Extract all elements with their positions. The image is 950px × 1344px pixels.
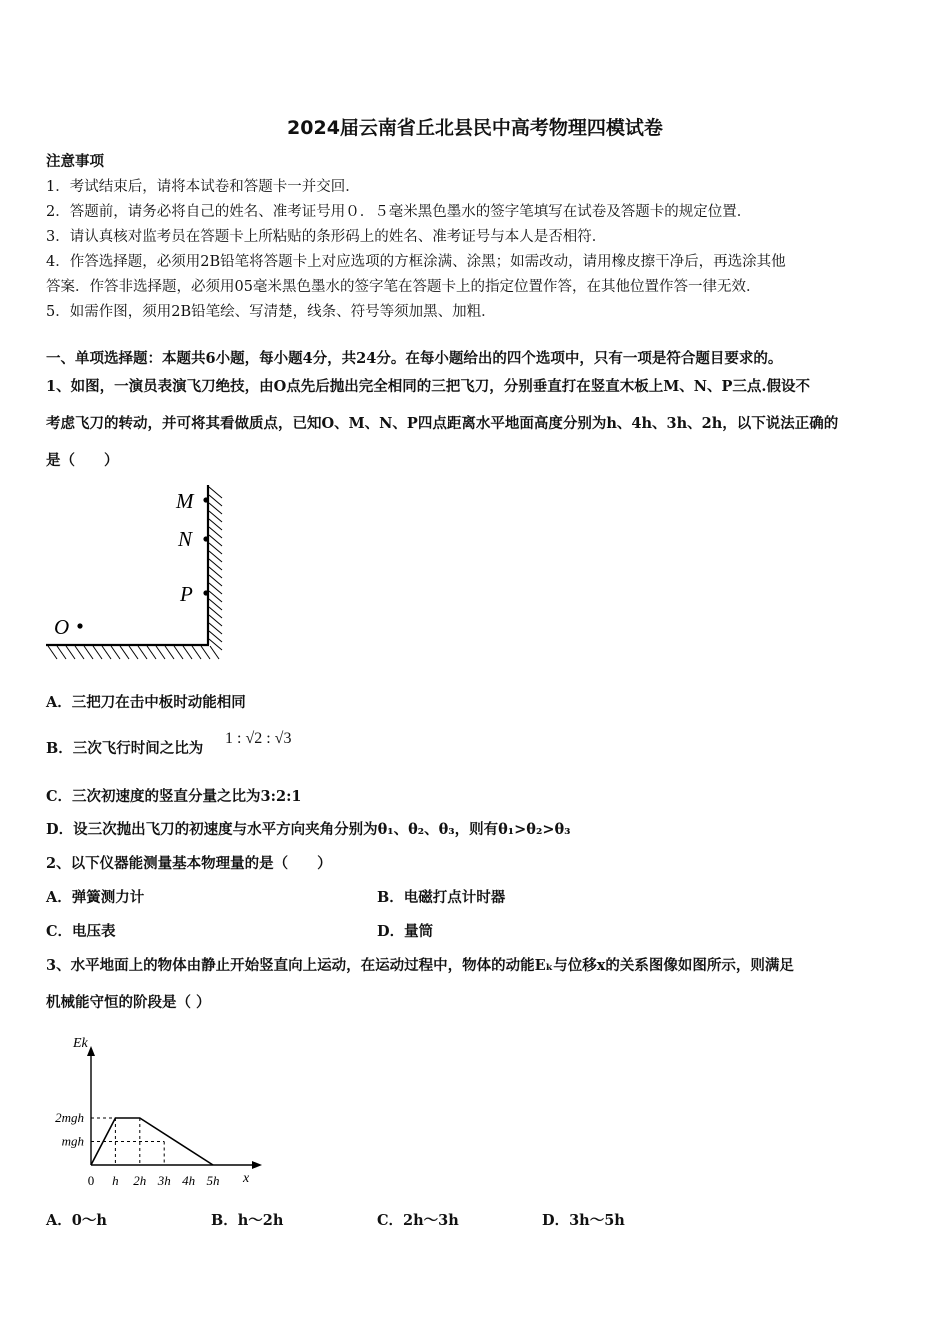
q3-stem-line2: 机械能守恒的阶段是（ ）: [46, 994, 211, 1011]
q3-option-b: B．h～2h: [211, 1212, 284, 1229]
q1-option-a: A．三把刀在击中板时动能相同: [46, 694, 246, 711]
q1-option-b-ratio: 1 : √2 : √3: [225, 730, 292, 747]
notice-item-3: 3．请认真核对监考员在答题卡上所粘贴的条形码上的姓名、准考证号与本人是否相符．: [46, 229, 607, 245]
notice-item-2: 2．答题前，请务必将自己的姓名、准考证号用０．５毫米黑色墨水的签字笔填写在试卷及答题卡的规定位置．: [46, 204, 752, 220]
x-tick-label: 4h: [182, 1173, 196, 1188]
label-n: N: [178, 527, 193, 551]
notice-heading: 注意事项: [46, 153, 104, 170]
q1-stem-line2: 考虑飞刀的转动，并可将其看做质点，已知O、M、N、P四点距离水平地面高度分别为h、4h、3h、2h，以下说法正确的: [46, 415, 839, 432]
page-title: 2024届云南省丘北县民中高考物理四模试卷: [287, 117, 663, 139]
section-heading: 一、单项选择题：本题共6小题，每小题4分，共24分。在每小题给出的四个选项中，只有一项是符合题目要求的。: [46, 350, 783, 367]
q1-option-c: C．三次初速度的竖直分量之比为3:2:1: [46, 788, 302, 805]
q2-option-d: D．量筒: [377, 923, 434, 940]
q2-stem: 2、以下仪器能测量基本物理量的是（ ）: [46, 855, 332, 872]
q1-option-b: B．三次飞行时间之比为: [46, 740, 204, 757]
label-m: M: [176, 489, 194, 513]
y-axis-label: Ek: [73, 1036, 88, 1051]
q2-option-a: A．弹簧测力计: [46, 889, 145, 906]
x-tick-label: 2h: [133, 1173, 147, 1188]
x-tick-label: 0: [87, 1173, 95, 1188]
y-axis-arrow: [87, 1046, 95, 1056]
x-axis-arrow: [252, 1161, 262, 1169]
notice-item-4-cont: 答案．作答非选择题，必须用05毫米黑色墨水的签字笔在答题卡上的指定位置作答，在其他位置作答一律无效．: [46, 279, 761, 295]
q1-option-d: D．设三次抛出飞刀的初速度与水平方向夹角分别为θ₁、θ₂、θ₃，则有θ₁>θ₂>θ₃: [46, 821, 571, 838]
q1-stem-line3: 是（ ）: [46, 452, 119, 469]
q2-option-b: B．电磁打点计时器: [377, 889, 506, 906]
x-tick-label: 3h: [157, 1173, 171, 1188]
y-tick-label: mgh: [61, 1133, 84, 1149]
x-axis-label: x: [243, 1171, 250, 1186]
x-tick-label: 5h: [206, 1173, 220, 1188]
notice-item-5: 5．如需作图，须用2B铅笔绘、写清楚，线条、符号等须加黑、加粗．: [46, 304, 496, 320]
q3-stem-line1: 3、水平地面上的物体由静止开始竖直向上运动，在运动过程中，物体的动能Eₖ与位移x的关系图像如图所示，则满足: [46, 957, 794, 974]
q2-option-c: C．电压表: [46, 923, 116, 940]
q3-option-d: D．3h～5h: [542, 1212, 625, 1229]
label-p: P: [180, 582, 193, 606]
label-o: O: [54, 615, 70, 639]
q3-option-a: A．0～h: [46, 1212, 107, 1229]
notice-item-4: 4．作答选择题，必须用2B铅笔将答题卡上对应选项的方框涂满、涂黑；如需改动，请用橡皮擦干净后，再选涂其他: [46, 254, 786, 270]
y-tick-label: 2mgh: [55, 1110, 84, 1125]
notice-item-1: 1．考试结束后，请将本试卷和答题卡一并交回．: [46, 179, 360, 195]
q1-stem-line1: 1、如图，一演员表演飞刀绝技，由O点先后抛出完全相同的三把飞刀，分别垂直打在竖直木板上M、N、P三点.假设不: [46, 378, 810, 395]
x-tick-label: h: [112, 1173, 119, 1188]
q3-option-c: C．2h～3h: [377, 1212, 459, 1229]
